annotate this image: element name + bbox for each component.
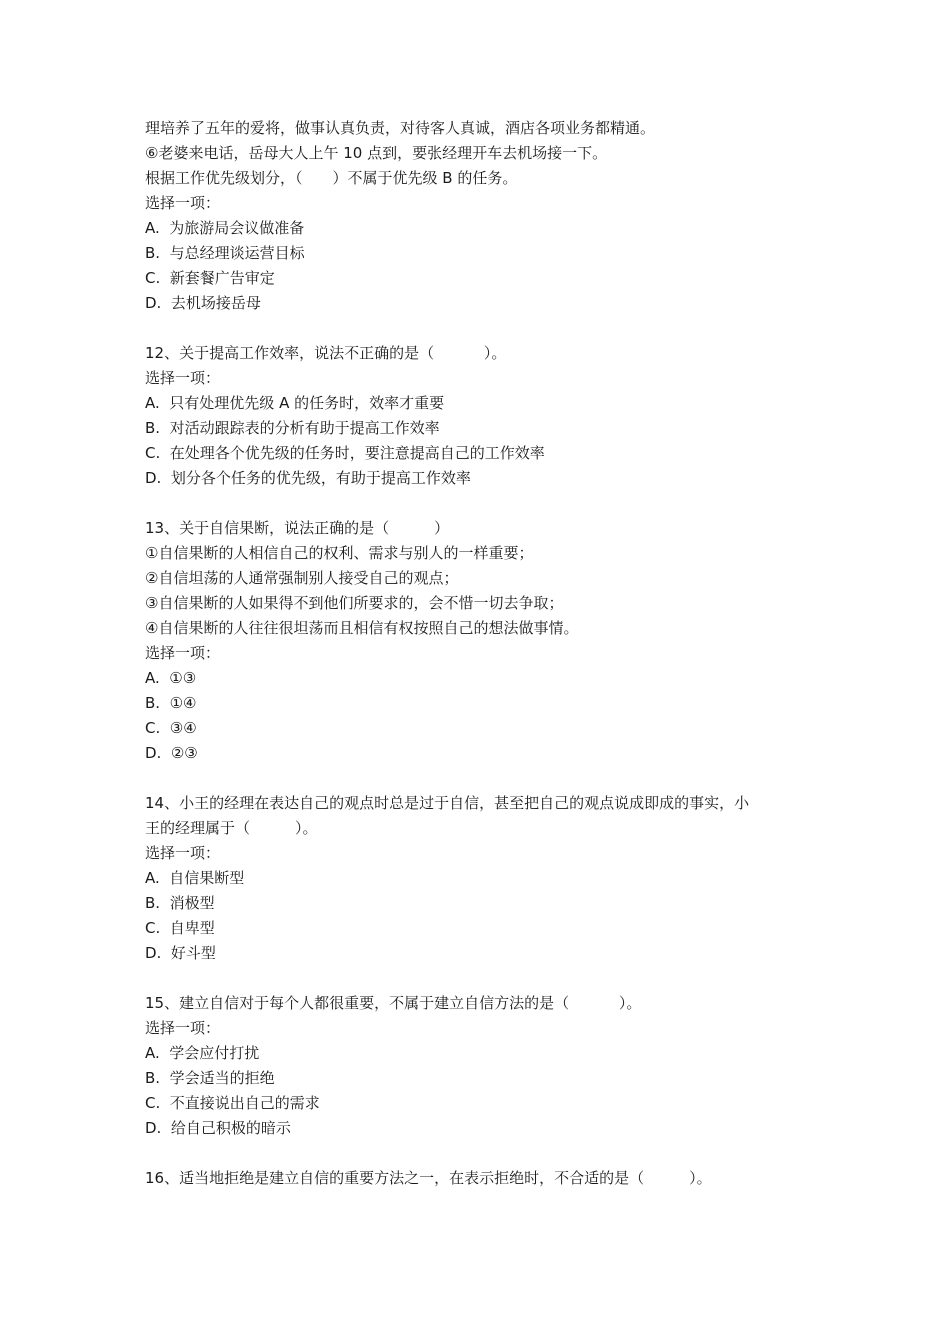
choose-one-label: 选择一项： — [145, 844, 221, 862]
spacer — [145, 316, 825, 341]
option-a: A. 只有处理优先级 A 的任务时，效率才重要 — [145, 394, 445, 412]
option-b: B. 消极型 — [145, 894, 215, 912]
option-a: A. 自信果断型 — [145, 869, 245, 887]
question-stem: 15、建立自信对于每个人都很重要，不属于建立自信方法的是（ ）。 — [145, 994, 642, 1012]
option-c: C. ③④ — [145, 719, 197, 737]
option-d: D. 给自己积极的暗示 — [145, 1119, 291, 1137]
option-b: B. 与总经理谈运营目标 — [145, 244, 305, 262]
option-c: C. 不直接说出自己的需求 — [145, 1094, 320, 1112]
question-stem: 12、关于提高工作效率，说法不正确的是（ ）。 — [145, 344, 507, 362]
option-d: D. ②③ — [145, 744, 198, 762]
spacer — [145, 766, 825, 791]
question-13 — [145, 516, 825, 766]
intro-text-line: 理培养了五年的爱将，做事认真负责，对待客人真诚，酒店各项业务都精通。 — [145, 119, 656, 137]
option-d: D. 去机场接岳母 — [145, 294, 261, 312]
option-c: C. 新套餐广告审定 — [145, 269, 275, 287]
question-stem: 13、关于自信果断，说法正确的是（ ） — [145, 519, 450, 537]
choose-one-label: 选择一项： — [145, 644, 221, 662]
intro-text-line: ⑥老婆来电话，岳母大人上午 10 点到，要张经理开车去机场接一下。 — [145, 144, 608, 162]
option-c: C. 在处理各个优先级的任务时，要注意提高自己的工作效率 — [145, 444, 545, 462]
statement-3: ③自信果断的人如果得不到他们所要求的，会不惜一切去争取； — [145, 594, 564, 612]
spacer — [145, 491, 825, 516]
option-b: B. 学会适当的拒绝 — [145, 1069, 275, 1087]
question-11-stem: 根据工作优先级划分，（ ）不属于优先级 B 的任务。 — [145, 169, 518, 187]
statement-1: ①自信果断的人相信自己的权利、需求与别人的一样重要； — [145, 544, 534, 562]
option-d: D. 好斗型 — [145, 944, 216, 962]
choose-one-label: 选择一项： — [145, 1019, 221, 1037]
option-a: A. 学会应付打扰 — [145, 1044, 260, 1062]
choose-one-label: 选择一项： — [145, 194, 221, 212]
option-a: A. ①③ — [145, 669, 197, 687]
statement-2: ②自信坦荡的人通常强制别人接受自己的观点； — [145, 569, 459, 587]
option-d: D. 划分各个任务的优先级，有助于提高工作效率 — [145, 469, 471, 487]
document-page — [145, 116, 825, 1191]
choose-one-label: 选择一项： — [145, 369, 221, 387]
option-b: B. ①④ — [145, 694, 197, 712]
statement-4: ④自信果断的人往往很坦荡而且相信有权按照自己的想法做事情。 — [145, 619, 579, 637]
question-stem-continued: 王的经理属于（ ）。 — [145, 819, 318, 837]
spacer — [145, 966, 825, 991]
question-12 — [145, 341, 825, 491]
option-c: C. 自卑型 — [145, 919, 215, 937]
option-a: A. 为旅游局会议做准备 — [145, 219, 305, 237]
question-16 — [145, 1166, 825, 1191]
intro-block — [145, 116, 825, 316]
spacer — [145, 1141, 825, 1166]
question-14 — [145, 791, 825, 966]
question-stem: 16、适当地拒绝是建立自信的重要方法之一，在表示拒绝时，不合适的是（ ）。 — [145, 1169, 712, 1187]
question-15 — [145, 991, 825, 1141]
question-stem: 14、小王的经理在表达自己的观点时总是过于自信，甚至把自己的观点说成即成的事实，小 — [145, 794, 750, 812]
option-b: B. 对活动跟踪表的分析有助于提高工作效率 — [145, 419, 440, 437]
